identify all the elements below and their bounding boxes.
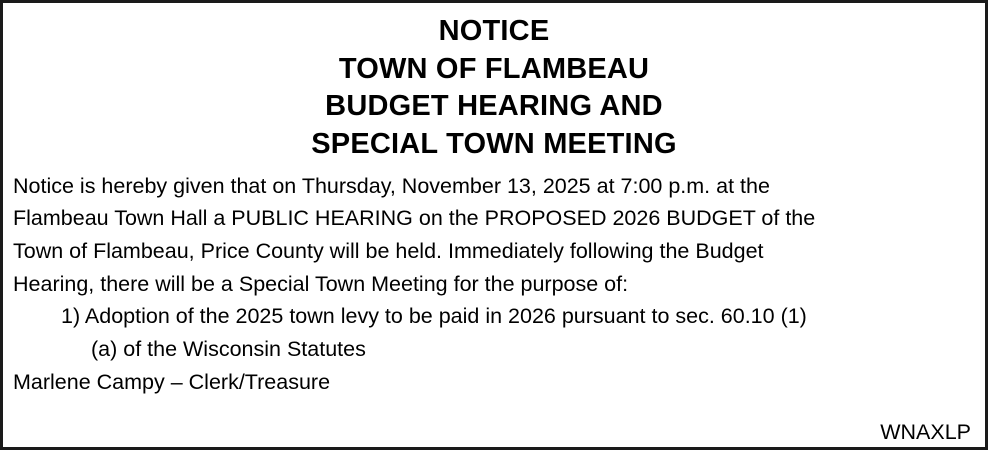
notice-heading [13,13,975,164]
notice-body [13,170,975,449]
heading-line-town: TOWN OF FLAMBEAU [338,52,650,85]
body-line-4: Hearing, there will be a Special Town Meeting for the purpose of: [13,271,629,296]
heading-line-budget-hearing: BUDGET HEARING AND [325,90,663,123]
list-item-1a: (a) of the Wisconsin Statutes [91,337,366,362]
body-line-1: Notice is hereby given that on Thursday, November 13, 2025 at 7:00 p.m. at the [13,173,770,198]
heading-line-special-town-meeting: SPECIAL TOWN MEETING [311,128,677,161]
body-line-2: Flambeau Town Hall a PUBLIC HEARING on the PROPOSED 2026 BUDGET of the [13,206,816,231]
list-item-1: 1) Adoption of the 2025 town levy to be paid in 2026 pursuant to sec. 60.10 (1) [61,304,807,329]
body-line-3: Town of Flambeau, Price County will be held. Immediately following the Budget [13,239,764,264]
clerk-signature-line: Marlene Campy – Clerk/Treasure [13,369,331,394]
heading-line-notice: NOTICE [438,15,550,47]
wnaxlp-code: WNAXLP [880,420,971,445]
